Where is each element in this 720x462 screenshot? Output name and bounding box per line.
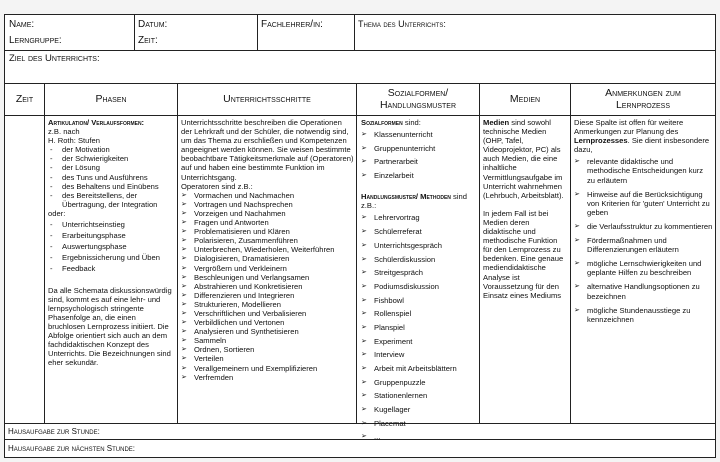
list-item: ➢ Einzelarbeit <box>361 171 477 180</box>
list-item: ➢ ... <box>361 432 477 441</box>
medien-text1 <box>483 118 568 200</box>
list-item: ➢ Verallgemeinern und Exemplifizieren <box>181 364 354 373</box>
list-item: ➢ Streitgespräch <box>361 268 477 277</box>
sozial-title1 <box>361 118 477 127</box>
list-item: ➢ Schülerdiskussion <box>361 255 477 264</box>
list-item: ➢ Vortragen und Nachsprechen <box>181 200 354 209</box>
divider <box>44 115 45 423</box>
list-item: - des Tuns und Ausführens <box>48 173 175 182</box>
ziel-label: Ziel des Unterrichts: <box>9 53 100 64</box>
list-item: ➢ Dialogisieren, Dramatisieren <box>181 254 354 263</box>
sozial-title2-bold: Handlungsmuster/ Methoden <box>361 192 451 202</box>
medien-text2: In jedem Fall ist bei Medien deren didaktische und methodische Funktion für den Lernprozess zu bedenken. Eine genaue mediendidaktische Analyse ist Voraussetzung für den Einsatz eines Mediums <box>483 208 564 300</box>
phasen-title: Artikulation/ Verlaufsformen: <box>48 118 145 127</box>
list-item: ➢ Schülerreferat <box>361 227 477 236</box>
phasen-intro1: z.B. nach <box>48 127 80 137</box>
list-item: - Feedback <box>48 264 175 273</box>
schritte-intro: Unterrichtsschritte beschreiben die Operationen der Lehrkraft und der Schüler, die notwendig sind, um das Thema zu erschließen und Kompetenzen angeeignet werden können. Sie weisen bestimmte beobachtbare Tätigkeitsmerkmale auf (Operatoren) auf und haben eine bestimmte Funktion im Unterrichtsgang. <box>181 118 354 182</box>
list-item: - der Lösung <box>48 163 175 172</box>
column-header-row <box>5 83 715 116</box>
list-item: ➢ Differenzieren und Integrieren <box>181 291 354 300</box>
list-item: ➢ Gruppenunterricht <box>361 144 477 153</box>
sozial-title1-bold: Sozialformen <box>361 118 403 127</box>
list-item: ➢ Fördermaßnahmen und Differenzierungen erläutern <box>574 236 713 254</box>
medien-bold: Medien <box>483 118 510 127</box>
divider <box>356 115 357 423</box>
anm-intro-b: . Sie dient insbesondere dazu, <box>574 136 710 155</box>
thema-label: Thema des Unterrichts: <box>358 19 446 29</box>
list-item: ➢ Podiumsdiskussion <box>361 282 477 291</box>
list-item: - des Bereitstellens, der Übertragung, der Integration <box>48 191 175 209</box>
col-phasen-header: Phasen <box>95 93 127 105</box>
schritte-ops-label: Operatoren sind z.B.: <box>181 181 253 191</box>
divider <box>570 115 571 423</box>
list-item: ➢ Klassenunterricht <box>361 130 477 139</box>
phasen-note: Da alle Schemata diskussionswürdig sind, kommt es auf eine lehr- und lernpsychologisch stringente Phasenfolge an, die einen bruchlosen Lernprozess initiiert. Die Abfolge orientiert sich auch an dem fachdidaktischen Konzept des Unterrichts. Die Bezeichnungen sind eher sekundär. <box>48 285 172 368</box>
zeit-label: Zeit: <box>138 35 158 46</box>
list-item: - Ergebnissicherung und Üben <box>48 253 175 262</box>
list-item: - Auswertungsphase <box>48 242 175 251</box>
anm-intro <box>574 118 713 154</box>
list-item: ➢ Vorzeigen und Nachahmen <box>181 209 354 218</box>
list-item: ➢ Verfremden <box>181 373 354 382</box>
sozial-title2-rest: sind z.B.: <box>361 192 467 211</box>
hausaufgabe-next-row <box>5 440 715 457</box>
anm-intro-a: Diese Spalte ist offen für weitere Anmerkungen zur Planung des <box>574 118 684 137</box>
datum-label: Datum: <box>138 19 168 30</box>
list-item: ➢ Analysieren und Synthetisieren <box>181 327 354 336</box>
medien-text1-rest: sind sowohl technische Medien (OHP, Tafel, Videoprojektor, PC) als auch Medien, die eine inhaltliche Vermittlungsaufgabe im Unterricht wahrnehmen (Lehrbuch, Arbeitsblatt). <box>483 118 564 200</box>
list-item: ➢ Unterbrechen, Wiederholen, Weiterführen <box>181 245 354 254</box>
list-item: - der Motivation <box>48 145 175 154</box>
hausaufgabe-next-label: Hausaufgabe zur nächsten Stunde: <box>8 444 136 453</box>
medien-cell <box>483 118 568 300</box>
list-item: ➢ Vormachen und Nachmachen <box>181 191 354 200</box>
list-item: ➢ mögliche Lernschwierigkeiten und geplante Hilfen zu beschreiben <box>574 259 713 277</box>
operatoren-list <box>181 191 354 382</box>
list-item: ➢ Placemat <box>361 419 477 428</box>
col-anm-header <box>571 83 715 115</box>
list-item: ➢ Unterrichtsgespräch <box>361 241 477 250</box>
hausaufgabe-row <box>5 423 715 440</box>
col-anm-line2: Lernprozess <box>615 99 671 111</box>
phasen-intro2: H. Roth: Stufen <box>48 136 100 146</box>
roth-list <box>48 145 175 209</box>
schritte-cell <box>181 118 354 382</box>
ziel-row <box>5 50 715 84</box>
list-item: ➢ Hinweise auf die Berücksichtigung von Kriterien für 'guten' Unterricht zu geben <box>574 190 713 217</box>
list-item: - des Behaltens und Einübens <box>48 182 175 191</box>
divider <box>479 115 480 423</box>
list-item: ➢ Rollenspiel <box>361 309 477 318</box>
list-item: ➢ Vergrößern und Verkleinern <box>181 264 354 273</box>
anm-list <box>574 157 713 323</box>
list-item: ➢ Abstrahieren und Konkretisieren <box>181 282 354 291</box>
list-item: ➢ mögliche Stundenausstiege zu kennzeichnen <box>574 306 713 324</box>
list-item: - Unterrichtseinstieg <box>48 220 175 229</box>
sozial-title2 <box>361 192 477 210</box>
list-item: ➢ Sammeln <box>181 336 354 345</box>
list-item: ➢ relevante didaktische und methodische Entscheidungen kurz zu erläutern <box>574 157 713 184</box>
list-item: ➢ Planspiel <box>361 323 477 332</box>
col-zeit-header: Zeit <box>15 93 34 105</box>
col-sozial-line1: Sozialformen/ <box>387 87 449 99</box>
col-sozial-line2: Handlungsmuster <box>379 99 457 111</box>
hausaufgabe-label: Hausaufgabe zur Stunde: <box>8 427 100 436</box>
list-item: ➢ Verteilen <box>181 354 354 363</box>
list-item: ➢ Fishbowl <box>361 296 477 305</box>
header-row <box>5 15 715 51</box>
phasen-cell <box>48 118 175 367</box>
col-medien-header: Medien <box>509 93 541 105</box>
divider <box>257 15 258 50</box>
col-schritte-header: Unterrichtsschritte <box>223 93 311 105</box>
list-item: ➢ Stationenlernen <box>361 391 477 400</box>
list-item: ➢ die Verlaufsstruktur zu kommentieren <box>574 222 713 231</box>
list-item: ➢ Arbeit mit Arbeitsblättern <box>361 364 477 373</box>
phasen-oder: oder: <box>48 208 66 218</box>
col-anm-line1: Anmerkungen zum <box>605 87 681 99</box>
sozial-cell <box>361 118 477 446</box>
other-list <box>48 220 175 273</box>
list-item: ➢ alternative Handlungsoptionen zu bezeichnen <box>574 282 713 300</box>
lerngruppe-label: Lerngruppe: <box>9 35 62 46</box>
col-sozial-header <box>357 83 479 115</box>
anm-cell <box>574 118 713 324</box>
list-item: ➢ Lehrervortrag <box>361 213 477 222</box>
list-item: - der Schwierigkeiten <box>48 154 175 163</box>
list-item: ➢ Beschleunigen und Verlangsamen <box>181 273 354 282</box>
sozialformen-list <box>361 130 477 180</box>
list-item: ➢ Experiment <box>361 337 477 346</box>
list-item: ➢ Polarisieren, Zusammenführen <box>181 236 354 245</box>
sozial-title1-rest: sind: <box>402 118 421 127</box>
list-item: ➢ Verschriftlichen und Verbalisieren <box>181 309 354 318</box>
anm-intro-bold: Lernprozesses <box>574 136 628 146</box>
methoden-list <box>361 213 477 441</box>
divider <box>177 115 178 423</box>
name-label: Name: <box>9 19 35 30</box>
divider <box>354 15 355 50</box>
list-item: ➢ Verbildlichen und Vertonen <box>181 318 354 327</box>
list-item: ➢ Kugellager <box>361 405 477 414</box>
list-item: ➢ Ordnen, Sortieren <box>181 345 354 354</box>
list-item: ➢ Problematisieren und Klären <box>181 227 354 236</box>
list-item: ➢ Interview <box>361 350 477 359</box>
list-item: ➢ Partnerarbeit <box>361 157 477 166</box>
list-item: ➢ Strukturieren, Modellieren <box>181 300 354 309</box>
lesson-plan-sheet <box>4 14 716 458</box>
divider <box>134 15 135 50</box>
list-item: ➢ Fragen und Antworten <box>181 218 354 227</box>
list-item: ➢ Gruppenpuzzle <box>361 378 477 387</box>
list-item: - Erarbeitungsphase <box>48 231 175 240</box>
fachlehrer-label: Fachlehrer/in: <box>261 19 323 30</box>
